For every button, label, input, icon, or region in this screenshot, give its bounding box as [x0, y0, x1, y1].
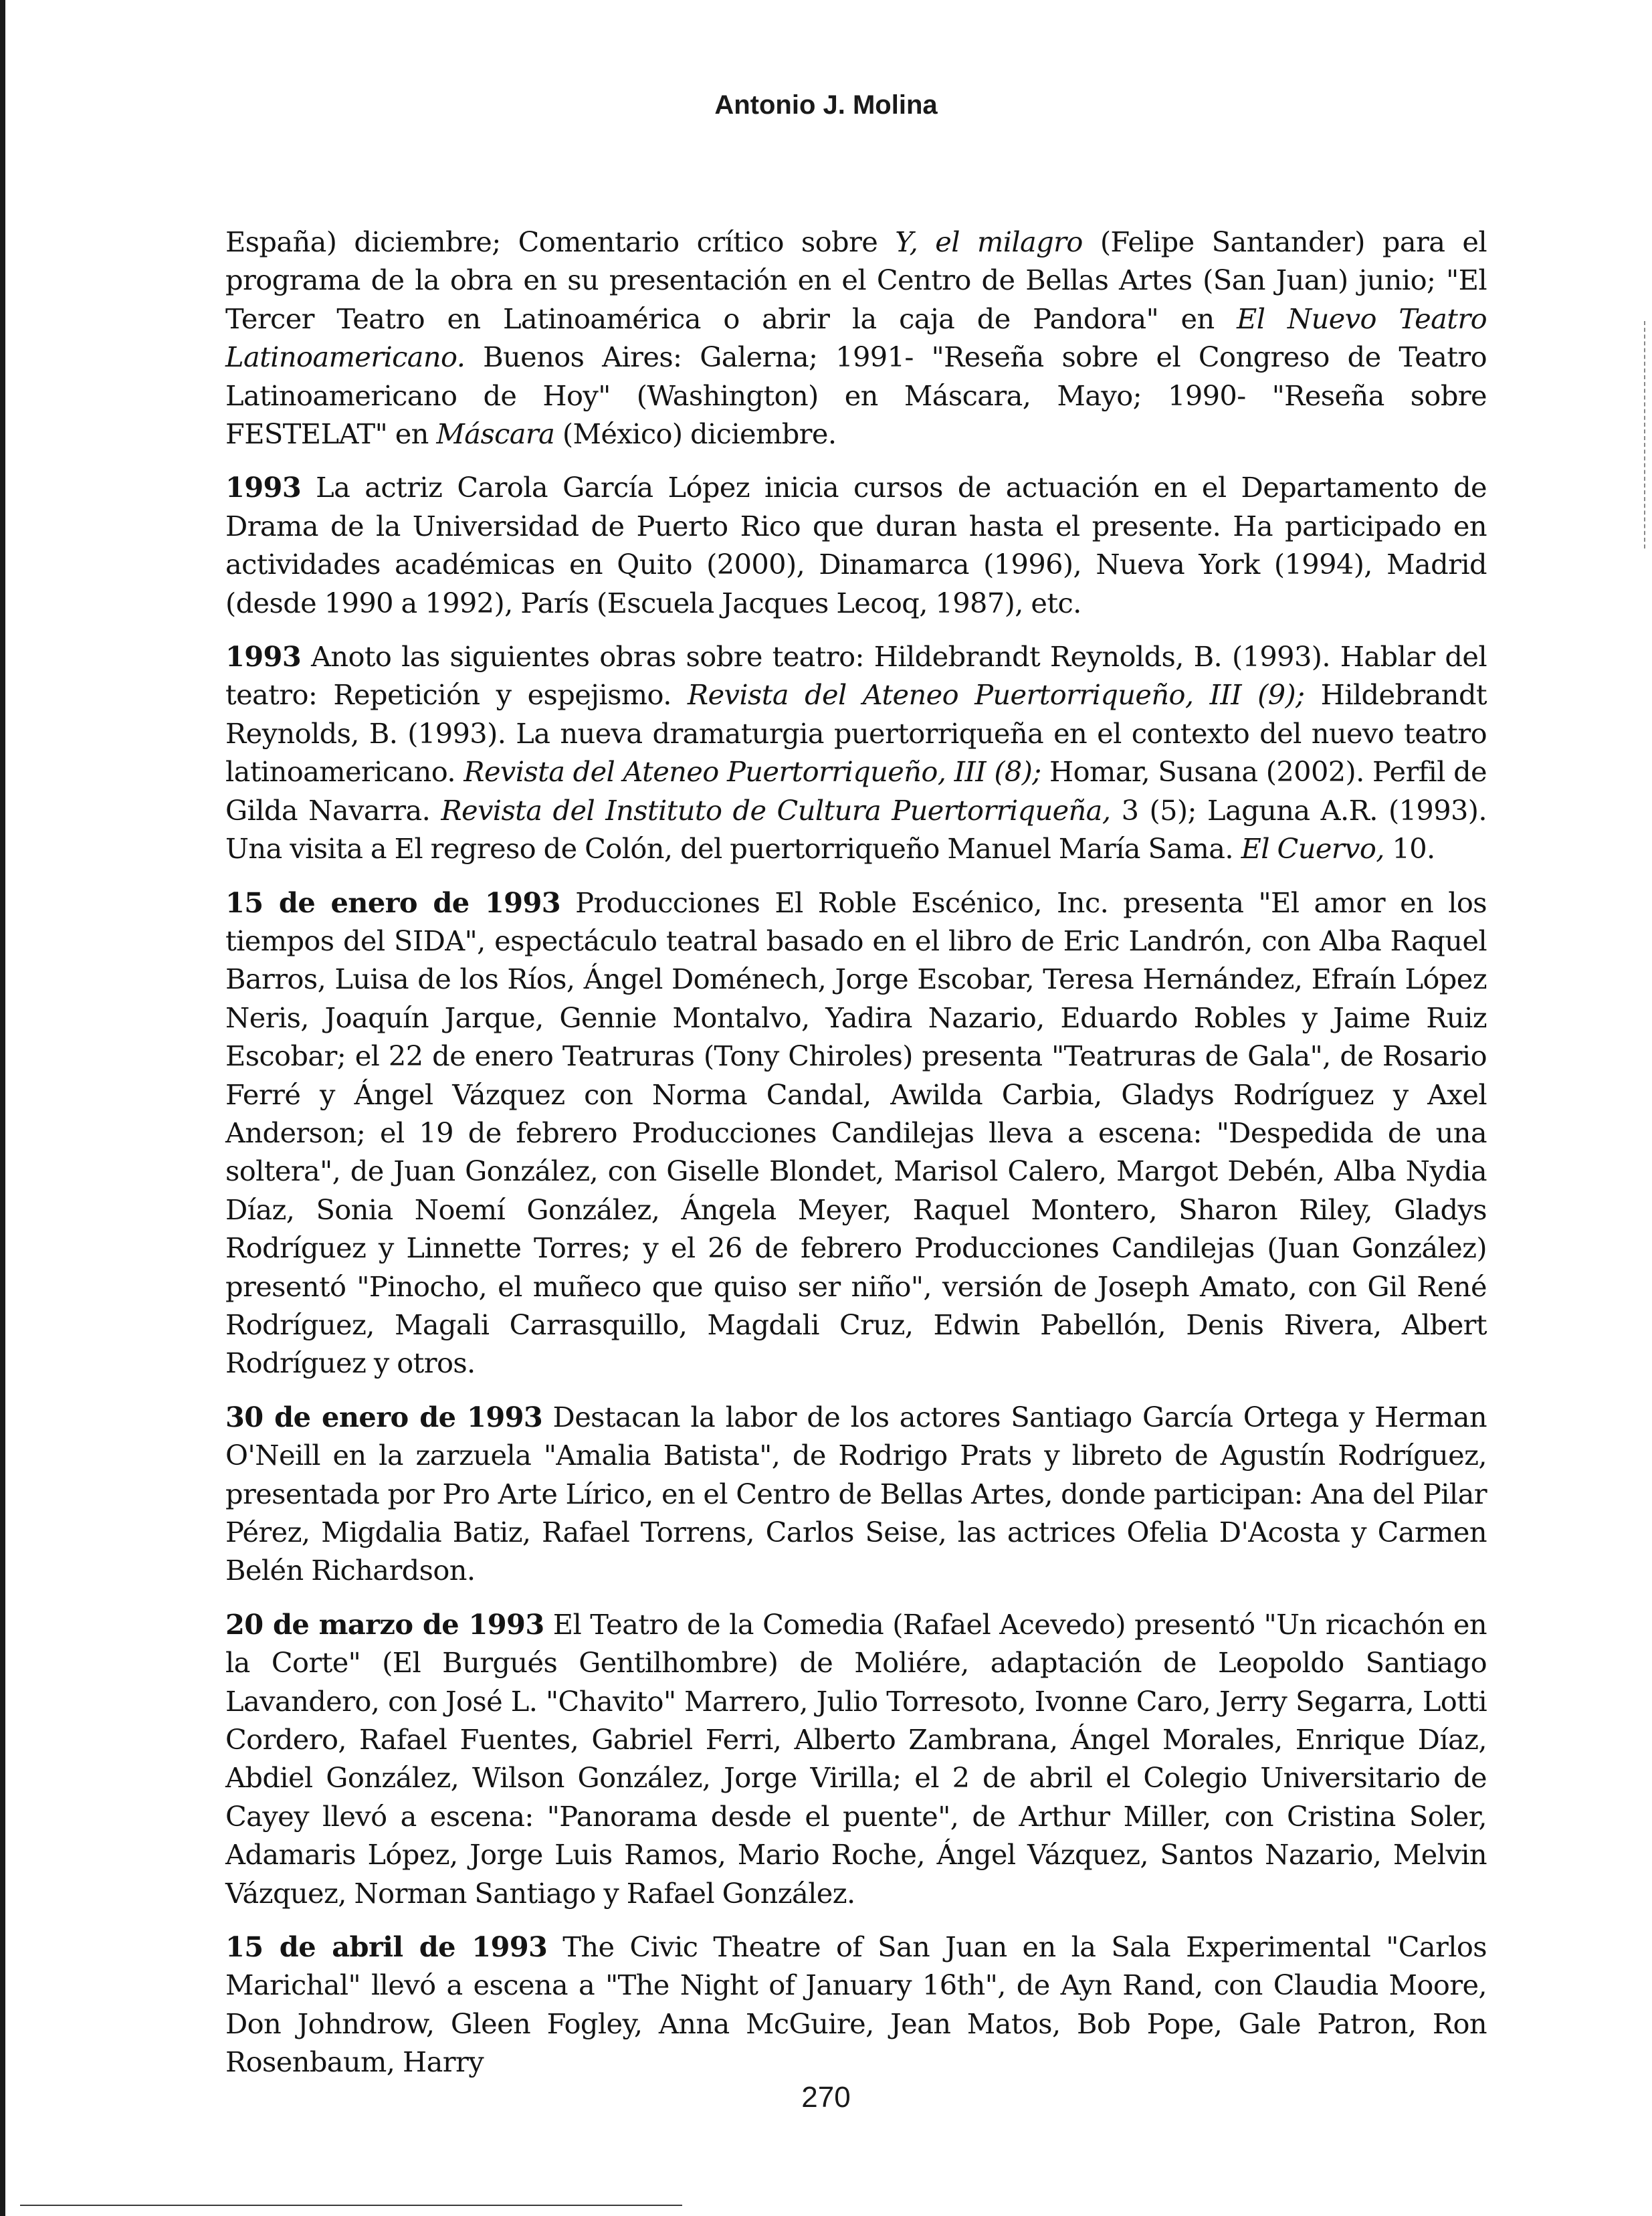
- text-segment: Destacan la labor de los actores Santiago García Ortega y Herman O'Neill en la zarzuela "Amalia Batista", de Rodrigo Prats y libreto de Agustín Rodríguez, presentada por Pro Arte Lírico, en el Centro de Bellas Artes, donde participan: Ana del Pilar Pérez, Migdalia Batiz, Rafael Torrens, Carlos Seise, las actrices Ofelia D'Acosta y Carmen Belén Richardson.: [225, 1400, 1487, 1587]
- entry-paragraph: [225, 1928, 1487, 2082]
- italic-title: Y, el milagro: [895, 225, 1083, 258]
- paragraph-continuation: [225, 223, 1487, 453]
- text-segment: Anoto las siguientes obras sobre teatro: Hildebrandt Reynolds, B. (1993). Hablar del teatro: Repetición y espejismo.: [225, 640, 1487, 712]
- margin-marks: [1644, 321, 1647, 548]
- entry-paragraph: [225, 468, 1487, 622]
- entry-paragraph: [225, 637, 1487, 868]
- text-segment: 10.: [1384, 832, 1435, 866]
- entry-date: 20 de marzo de 1993: [225, 1607, 544, 1641]
- scan-edge-left: [0, 0, 5, 2216]
- entry-paragraph: [225, 884, 1487, 1383]
- entry-date: 30 de enero de 1993: [225, 1400, 543, 1433]
- text-segment: Buenos Aires: Galerna; 1991- "Reseña sobre el Congreso de Teatro Latinoamericano de Hoy" (Washington) en Máscara, Mayo; 1990- "Reseña sobre FESTELAT" en: [225, 340, 1487, 451]
- italic-title: El Nuevo Teatro Latinoamericano.: [225, 302, 1487, 374]
- text-segment: La actriz Carola García López inicia cursos de actuación en el Departamento de Drama de la Universidad de Puerto Rico que duran hasta el presente. Ha participado en actividades académicas en Quito (2000), Dinamarca (1996), Nueva York (1994), Madrid (desde 1990 a 1992), París (Escuela Jacques Lecoq, 1987), etc.: [225, 471, 1487, 619]
- entry-date: 1993: [225, 471, 302, 504]
- text-segment: El Teatro de la Comedia (Rafael Acevedo) presentó "Un ricachón en la Corte" (El Burgués Gentilhombre) de Moliére, adaptación de Leopoldo Santiago Lavandero, con José L. "Chavito" Marrero, Julio Torresoto, Ivonne Caro, Jerry Segarra, Lotti Cordero, Rafael Fuentes, Gabriel Ferri, Alberto Zambrana, Ángel Morales, Enrique Díaz, Abdiel González, Wilson González, Jorge Virilla; el 2 de abril el Colegio Universitario de Cayey llevó a escena: "Panorama desde el puente", de Arthur Miller, con Cristina Soler, Adamaris López, Jorge Luis Ramos, Mario Roche, Ángel Vázquez, Santos Nazario, Melvin Vázquez, Norman Santiago y Rafael González.: [225, 1607, 1487, 1910]
- entry-date: 1993: [225, 640, 302, 674]
- text-segment: España) diciembre; Comentario crítico sobre: [225, 225, 896, 258]
- entry-date: 15 de enero de 1993: [225, 886, 560, 919]
- text-segment: Hildebrandt Reynolds, B. (1993). La nueva dramaturgia puertorriqueña en el contexto del nuevo teatro latinoamericano.: [225, 678, 1487, 789]
- text-segment: Homar, Susana (2002). Perfil de Gilda Navarra.: [225, 755, 1487, 827]
- entry-date: 15 de abril de 1993: [225, 1930, 548, 1964]
- italic-title: Revista del Instituto de Cultura Puertorriqueña,: [441, 793, 1111, 827]
- body-text: [225, 223, 1487, 2082]
- text-segment: The Civic Theatre of San Juan en la Sala Experimental "Carlos Marichal" llevó a escena a "The Night of January 16th", de Ayn Rand, con Claudia Moore, Don Johndrow, Gleen Fogley, Anna McGuire, Jean Matos, Bob Pope, Gale Patron, Ron Rosenbaum, Harry: [225, 1930, 1487, 2079]
- italic-title: Revista del Ateneo Puertorriqueño, III (8);: [463, 755, 1041, 789]
- text-segment: (México) diciembre.: [554, 417, 837, 451]
- italic-title: Revista del Ateneo Puertorriqueño, III (9);: [687, 678, 1305, 712]
- text-segment: (Felipe Santander) para el programa de la obra en su presentación en el Centro de Bellas Artes (San Juan) junio; "El Tercer Teatro en Latinoamérica o abrir la caja de Pandora" en: [225, 225, 1487, 335]
- entry-paragraph: [225, 1398, 1487, 1590]
- italic-title: Máscara: [436, 417, 555, 451]
- entry-paragraph: [225, 1605, 1487, 1912]
- running-head-author: Antonio J. Molina: [714, 90, 938, 120]
- text-segment: Producciones El Roble Escénico, Inc. presenta "El amor en los tiempos del SIDA", espectáculo teatral basado en el libro de Eric Landrón, con Alba Raquel Barros, Luisa de los Ríos, Ángel Doménech, Jorge Escobar, Teresa Hernández, Efraín López Neris, Joaquín Jarque, Gennie Montalvo, Yadira Nazario, Eduardo Robles y Jaime Ruiz Escobar; el 22 de enero Teatruras (Tony Chiroles) presenta "Teatruras de Gala", de Rosario Ferré y Ángel Vázquez con Norma Candal, Awilda Carbia, Gladys Rodríguez y Axel Anderson; el 19 de febrero Producciones Candilejas lleva a escena: "Despedida de una soltera", de Juan González, con Giselle Blondet, Marisol Calero, Margot Debén, Alba Nydia Díaz, Sonia Noemí González, Ángela Meyer, Raquel Montero, Sharon Riley, Gladys Rodríguez y Linnette Torres; y el 26 de febrero Producciones Candilejas (Juan González) presentó "Pinocho, el muñeco que quiso ser niño", versión de Joseph Amato, con Gil René Rodríguez, Magali Carrasquillo, Magdali Cruz, Edwin Pabellón, Denis Rivera, Albert Rodríguez y otros.: [225, 886, 1487, 1380]
- page-number: 270: [801, 2081, 851, 2114]
- text-segment: 3 (5); Laguna A.R. (1993). Una visita a El regreso de Colón, del puertorriqueño Manuel María Sama.: [225, 793, 1487, 866]
- italic-title: El Cuervo,: [1241, 832, 1384, 866]
- scan-edge-bottom: [20, 2205, 682, 2206]
